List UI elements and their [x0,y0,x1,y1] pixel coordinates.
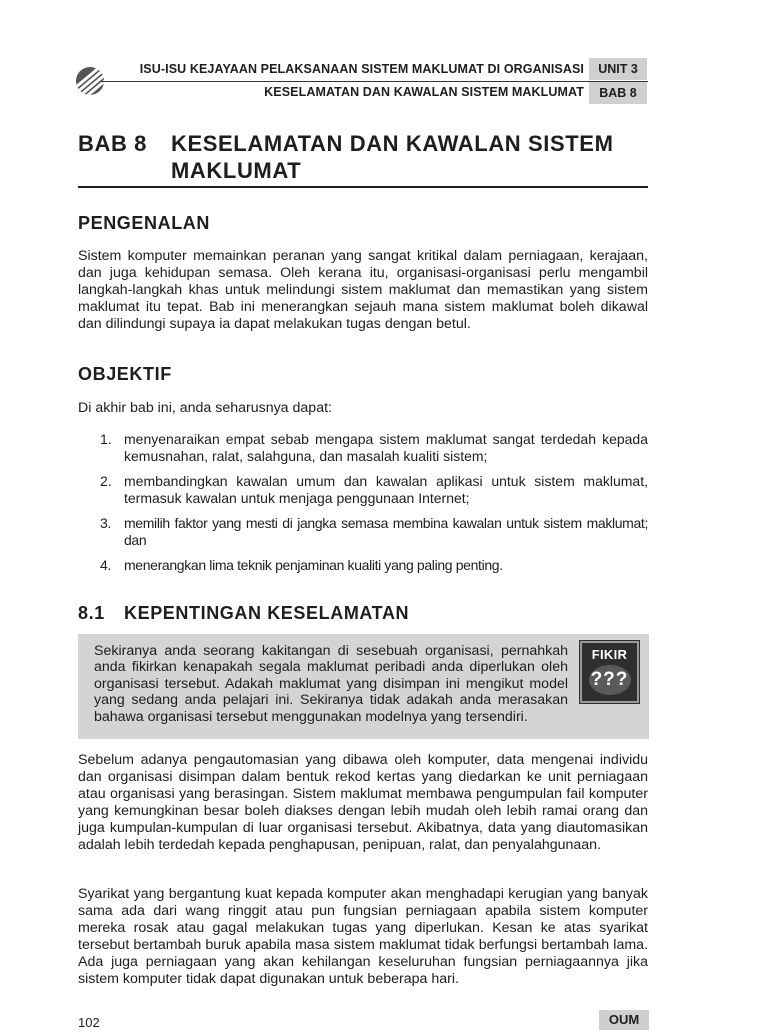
section-number: 8.1 [78,603,105,623]
list-item [100,557,648,574]
list-item-number: 4. [100,557,111,573]
body-paragraph-2: Syarikat yang bergantung kuat kepada komputer akan menghadapi kerugian yang banyak sama ada dari wang ringgit atau pun fungsian perniagaan apabila sistem komputer mereka rosak atau gagal melakukan tugas yang diperlukan. Kesan ke atas syarikat tersebut bertambah buruk apabila masa sistem maklumat tidak berfungsi bertambah lama. Ada juga perniagaan yang akan kehilangan keseluruhan fungsian perniagaannya jika sistem komputer tidak dapat digunakan untuk beberapa hari. [78,886,648,987]
list-item-number: 3. [100,515,111,531]
section-heading [78,603,409,624]
list-item-text: menyenaraikan empat sebab mengapa sistem maklumat sangat terdedah kepada kemusnahan, ralat, salahguna, dan masalah kualiti sistem; [124,431,648,464]
body-paragraph-1: Sebelum adanya pengautomasian yang dibawa oleh komputer, data mengenai individu dan organisasi disimpan dalam bentuk rekod kertas yang diedarkan ke unit perniagaan atau organisasi yang berasingan. Sistem maklumat membawa pengumpulan fail komputer yang kemungkinan besar boleh diakses dengan lebih mudah oleh lebih ramai orang dan juga kumpulan-kumpulan di luar organisasi tersebut. Akibatnya, data yang diautomasikan adalah lebih terdedah kepada penghapusan, penipuan, ralat, dan penyalahgunaan. [78,752,648,853]
list-item-text: membandingkan kawalan umum dan kawalan aplikasi untuk sistem maklumat, termasuk kawalan untuk menjaga penggunaan Internet; [124,473,648,506]
list-item [100,473,648,507]
section-title: KEPENTINGAN KESELAMATAN [124,603,410,623]
think-callout-box [78,634,649,739]
objectives-heading: OBJEKTIF [78,364,172,384]
callout-text: Sekiranya anda seorang kakitangan di sesebuah organisasi, pernahkah anda fikirkan kenapakah segala maklumat peribadi anda diperlukan oleh organisasi tersebut. Adakah maklumat yang disimpan ini mengikut model yang sedang anda pelajari ini. Sekiranya tidak adakah anda merasakan bahawa organisasi tersebut menggunakan modelnya yang tersendiri. [94,643,568,725]
chapter-number: BAB 8 [78,131,148,156]
fikir-label: FIKIR [591,647,628,662]
list-item [100,515,648,549]
question-marks-icon: ??? [589,665,631,695]
objectives-list [100,431,648,582]
fikir-icon [580,641,639,703]
chapter-tag: BAB 8 [589,82,647,104]
chapter-title: KESELAMATAN DAN KAWALAN SISTEM MAKLUMAT [171,131,614,183]
page-number: 102 [78,1015,100,1030]
list-item-text: menerangkan lima teknik penjaminan kualiti yang paling penting. [124,557,503,573]
intro-heading: PENGENALAN [78,213,211,233]
list-item-number: 1. [100,431,112,447]
list-item-text: memilih faktor yang mesti di jangka semasa membina kawalan untuk sistem maklumat; dan [124,515,648,548]
list-item [100,431,648,465]
intro-paragraph: Sistem komputer memainkan peranan yang sangat kritikal dalam perniagaan, kerajaan, dan juga kehidupan semasa. Oleh kerana itu, organisasi-organisasi perlu mengambil langkah-langkah khas untuk melindungi sistem maklumat dan memastikan yang sistem maklumat itu tepat. Bab ini menerangkan sejauh mana sistem maklumat boleh dikawal dan dilindungi supaya ia dapat melakukan tugas dengan betul. [78,248,648,332]
header-chapter-title: KESELAMATAN DAN KAWALAN SISTEM MAKLUMAT [264,85,584,99]
objectives-lead: Di akhir bab ini, anda seharusnya dapat: [78,400,332,416]
running-header [0,0,768,110]
oum-brand-tag: OUM [599,1010,649,1030]
unit-tag: UNIT 3 [589,58,647,80]
chapter-heading [78,130,648,188]
header-course-title: ISU-ISU KEJAYAAN PELAKSANAAN SISTEM MAKLUMAT DI ORGANISASI [139,62,584,76]
list-item-number: 2. [100,473,112,489]
